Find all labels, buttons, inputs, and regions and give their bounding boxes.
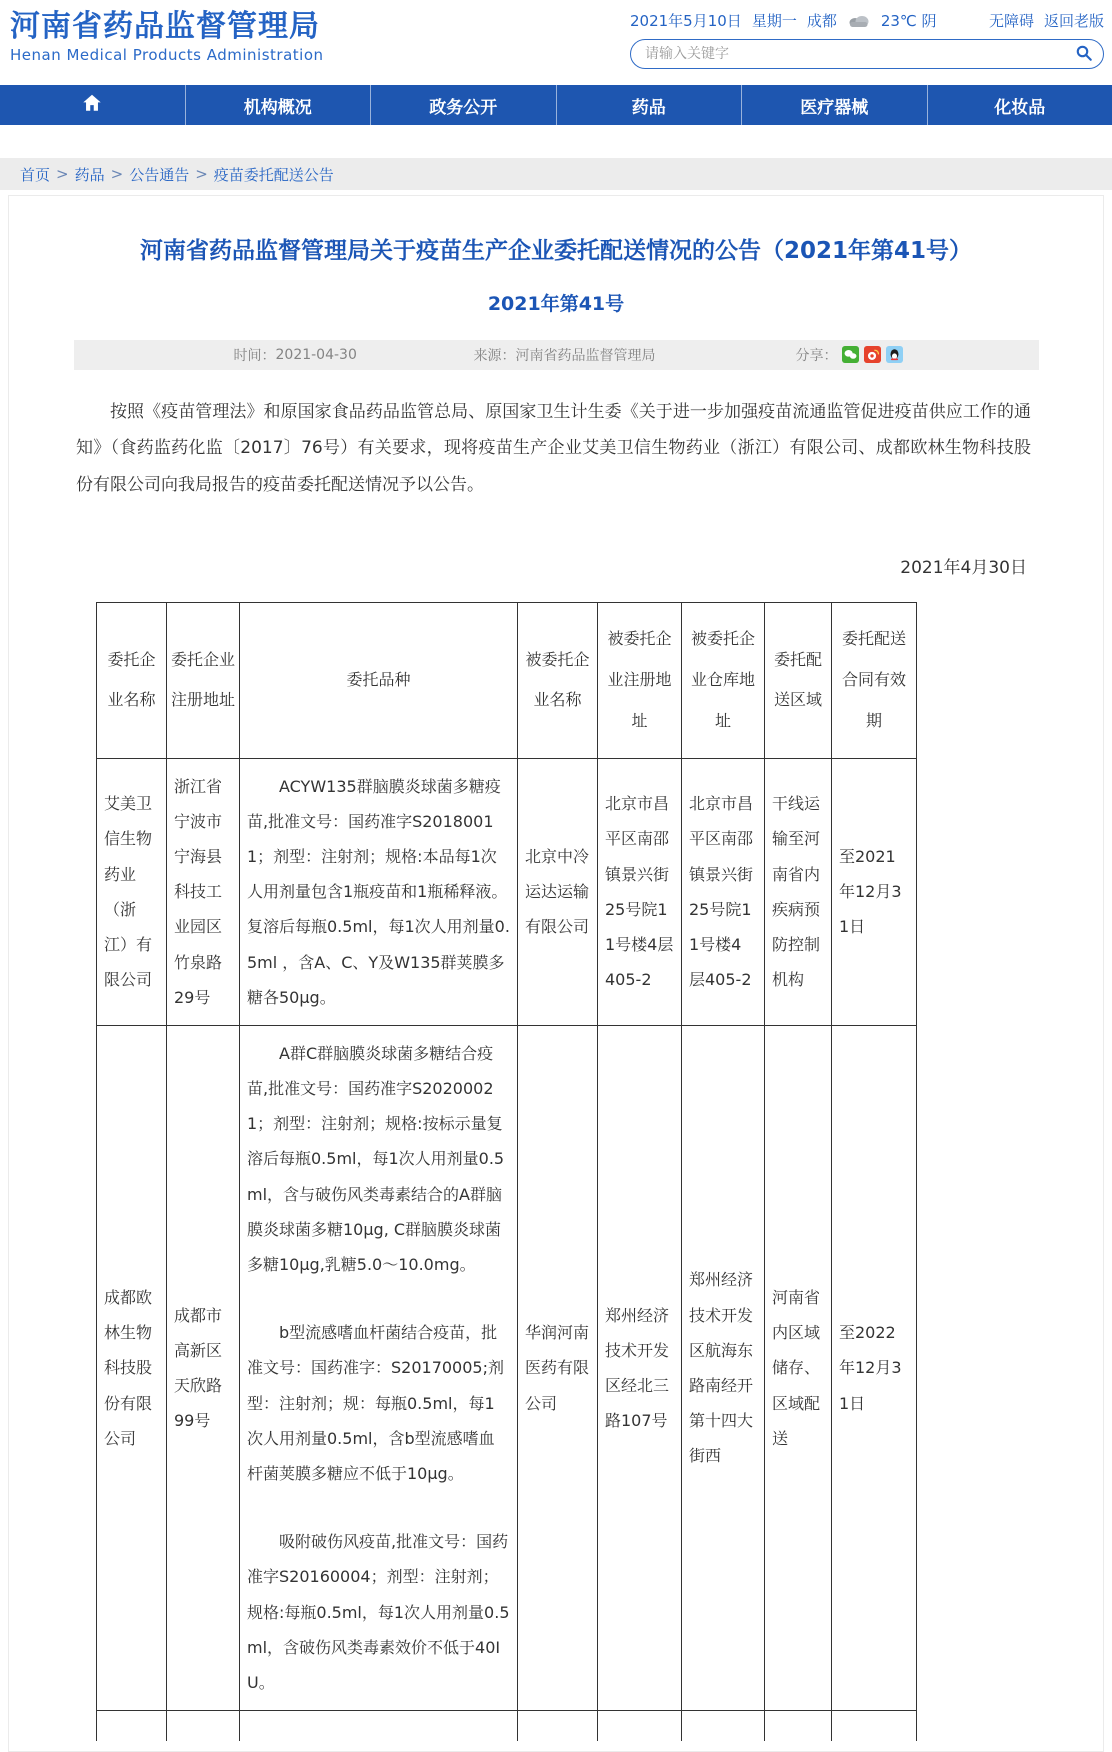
warehouse-addr-cell: 郑州经济技术开发区航海东路南经开第十四大街西 (682, 1025, 765, 1710)
site-header (0, 0, 1112, 85)
topbar (630, 10, 1104, 31)
meta-source (474, 340, 656, 370)
nav-item-medical-devices[interactable]: 医疗器械 (742, 85, 928, 125)
date-text: 2021年5月10日 (630, 10, 742, 31)
article-paragraph: 按照《疫苗管理法》和原国家食品药品监管总局、原国家卫生计生委《关于进一步加强疫苗流通监管促进疫苗供应工作的通知》（食药监药化监〔2017〕76号）有关要求，现将疫苗生产企业艾美卫信生物药业（浙江）有限公司、成都欧林生物科技股份有限公司向我局报告的疫苗委托配送情况予以公告。 (76, 394, 1031, 504)
entrust-name-cell: 艾美卫信生物药业（浙江）有限公司 (97, 758, 167, 1025)
share-label: 分享： (796, 345, 838, 365)
site-logo-subtitle: Henan Medical Products Administration (10, 46, 324, 64)
breadcrumb-drugs[interactable]: 药品 (75, 164, 105, 185)
weekday-text: 星期一 (752, 10, 797, 31)
share-weibo-icon[interactable] (864, 346, 881, 363)
table-row-continuation (97, 1711, 917, 1741)
weather-cloud-icon (847, 13, 871, 28)
breadcrumb-separator: > (111, 165, 124, 183)
old-version-link[interactable]: 返回老版 (1044, 10, 1104, 31)
source-value: 河南省药品监督管理局 (516, 345, 656, 365)
validity-cell: 至2021年12月31日 (832, 758, 917, 1025)
entrust-name-cell: 成都欧林生物科技股份有限公司 (97, 1025, 167, 1710)
breadcrumb-notices[interactable]: 公告通告 (129, 164, 189, 185)
page-title: 河南省药品监督管理局关于疫苗生产企业委托配送情况的公告（2021年第41号） (106, 230, 1006, 273)
variety-cell (240, 758, 518, 1025)
breadcrumb-current[interactable]: 疫苗委托配送公告 (214, 164, 334, 185)
entrusted-name-cell: 华润河南医药有限公司 (518, 1025, 598, 1710)
city-text: 成都 (807, 10, 837, 31)
entrust-addr-cell: 浙江省宁波市宁海县科技工业园区竹泉路29号 (167, 758, 240, 1025)
breadcrumb-home[interactable]: 首页 (20, 164, 50, 185)
validity-cell: 至2022年12月31日 (832, 1025, 917, 1710)
search-box (630, 39, 1104, 69)
entrusted-name-cell: 北京中冷运达运输有限公司 (518, 758, 598, 1025)
variety-paragraph: b型流感嗜血杆菌结合疫苗，批准文号：国药准字：S20170005;剂型：注射剂；规：每瓶0.5ml，每1次人用剂量0.5ml，含b型流感嗜血杆菌荚膜多糖应不低于10μg。 (247, 1315, 510, 1491)
header-warehouse-addr: 被委托企业仓库地址 (682, 603, 765, 758)
table-row (97, 758, 917, 1025)
breadcrumb-separator: > (195, 165, 208, 183)
header-entrusted-addr: 被委托企业注册地址 (598, 603, 682, 758)
breadcrumb (0, 158, 1112, 190)
share-icons (842, 346, 903, 363)
meta-time (234, 340, 357, 370)
site-logo[interactable] (10, 8, 324, 64)
meta-share (796, 340, 903, 370)
header-region: 委托配送区域 (765, 603, 832, 758)
warehouse-addr-cell: 北京市昌平区南邵镇景兴街25号院11号楼4层405-2 (682, 758, 765, 1025)
main-content (8, 195, 1104, 1752)
time-label: 时间： (234, 345, 276, 365)
search-icon (1075, 44, 1093, 65)
search-button[interactable] (1075, 44, 1093, 65)
header-validity: 委托配送合同有效期 (832, 603, 917, 758)
variety-paragraph: ACYW135群脑膜炎球菌多糖疫苗,批准文号：国药准字S20180011；剂型：注射剂；规格:本品每1次人用剂量包含1瓶疫苗和1瓶稀释液。复溶后每瓶0.5ml，每1次人用剂量0.5ml ，含A、C、Y及W135群荚膜多糖各50μg。 (247, 769, 510, 1015)
meta-bar (74, 340, 1039, 370)
variety-paragraph: A群C群脑膜炎球菌多糖结合疫苗,批准文号：国药准字S20200021；剂型：注射剂；规格:按标示量复溶后每瓶0.5ml，每1次人用剂量0.5ml，含与破伤风类毒素结合的A群脑膜炎球菌多糖10μg, C群脑膜炎球菌多糖10μg,乳糖5.0～10.0mg。 (247, 1036, 510, 1282)
share-wechat-icon[interactable] (842, 346, 859, 363)
header-right (630, 10, 1104, 69)
source-label: 来源： (474, 345, 516, 365)
table-row (97, 1025, 917, 1710)
header-entrust-name: 委托企业名称 (97, 603, 167, 758)
entrusted-addr-cell: 郑州经济技术开发区经北三路107号 (598, 1025, 682, 1710)
nav-item-home[interactable] (0, 85, 186, 125)
region-cell: 河南省内区域储存、区域配送 (765, 1025, 832, 1710)
home-icon (81, 92, 103, 119)
entrust-addr-cell: 成都市高新区天欣路99号 (167, 1025, 240, 1710)
header-variety: 委托品种 (240, 603, 518, 758)
doc-number: 2021年第41号 (9, 289, 1103, 316)
search-input[interactable] (645, 46, 1075, 62)
header-entrusted-name: 被委托企业名称 (518, 603, 598, 758)
article-date: 2021年4月30日 (9, 553, 1027, 578)
table-header-row (97, 603, 917, 758)
variety-paragraph: 吸附破伤风疫苗,批准文号：国药准字S20160004；剂型：注射剂；规格:每瓶0.5ml，每1次人用剂量0.5ml，含破伤风类毒素效价不低于40IU。 (247, 1524, 510, 1700)
accessibility-link[interactable]: 无障碍 (989, 10, 1034, 31)
main-nav (0, 85, 1112, 125)
announcement-table (96, 602, 917, 1740)
nav-item-cosmetics[interactable]: 化妆品 (928, 85, 1112, 125)
nav-item-gov-affairs[interactable]: 政务公开 (371, 85, 557, 125)
time-value: 2021-04-30 (276, 347, 357, 363)
breadcrumb-separator: > (56, 165, 69, 183)
entrusted-addr-cell: 北京市昌平区南邵镇景兴街25号院11号楼4层405-2 (598, 758, 682, 1025)
share-qq-icon[interactable] (886, 346, 903, 363)
header-entrust-addr: 委托企业注册地址 (167, 603, 240, 758)
nav-item-drugs[interactable]: 药品 (557, 85, 743, 125)
nav-item-organization[interactable]: 机构概况 (186, 85, 372, 125)
site-logo-title: 河南省药品监督管理局 (10, 8, 324, 46)
variety-cell (240, 1025, 518, 1710)
region-cell: 干线运输至河南省内疾病预防控制机构 (765, 758, 832, 1025)
temperature-text: 23℃ 阴 (881, 10, 937, 31)
